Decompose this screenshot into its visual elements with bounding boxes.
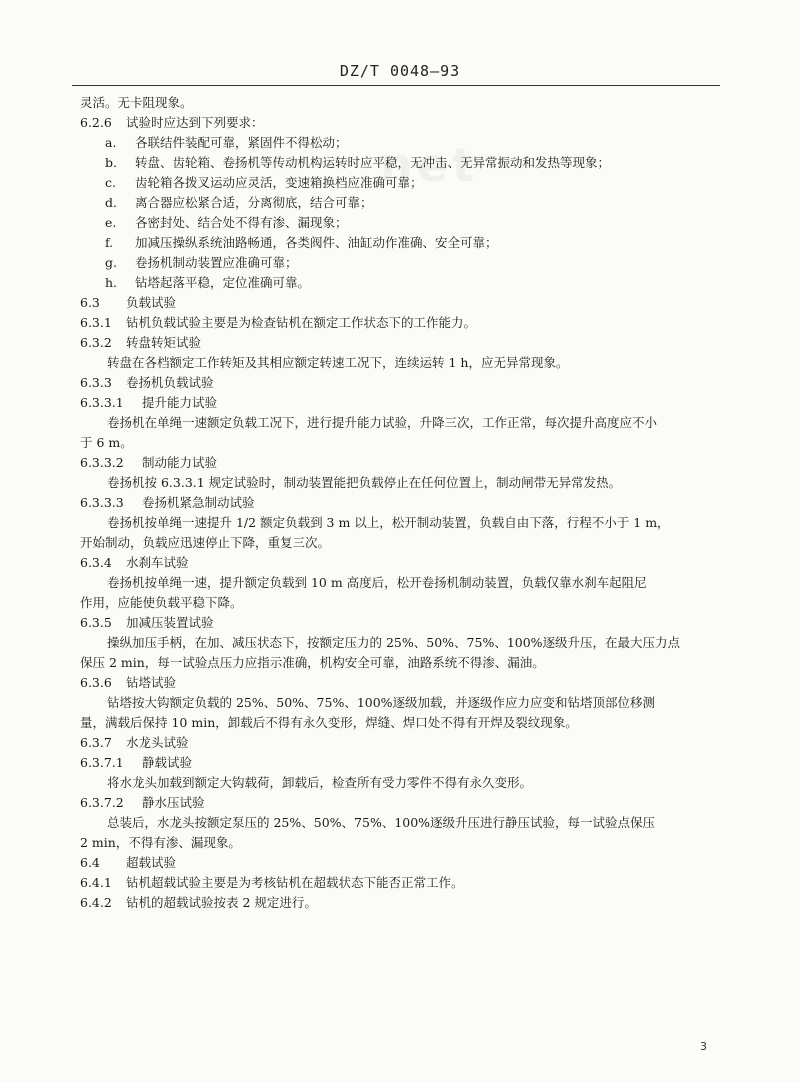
section-heading bbox=[80, 893, 720, 913]
section-heading bbox=[80, 493, 720, 513]
section-number: 6.3.3.2 bbox=[80, 455, 124, 470]
section-heading bbox=[80, 393, 720, 413]
list-item-letter: h. bbox=[105, 275, 118, 290]
paragraph-text: 作用，应能使负载平稳下降。 bbox=[80, 595, 243, 610]
section-title: 提升能力试验 bbox=[142, 395, 218, 410]
page-number: 3 bbox=[700, 1040, 707, 1053]
section-title: 负载试验 bbox=[126, 295, 177, 310]
paragraph-line bbox=[80, 573, 720, 593]
section-heading bbox=[80, 453, 720, 473]
section-number: 6.3.7.2 bbox=[80, 795, 124, 810]
section-title: 钻机超载试验主要是为考核钻机在超载状态下能否正常工作。 bbox=[126, 875, 464, 890]
list-item-letter: a. bbox=[105, 135, 117, 150]
section-heading bbox=[80, 293, 720, 313]
paragraph-text: 2 min，不得有渗、漏现象。 bbox=[80, 835, 241, 850]
section-heading bbox=[80, 733, 720, 753]
paragraph-line bbox=[80, 653, 720, 673]
section-number: 6.3.3.1 bbox=[80, 395, 124, 410]
section-heading bbox=[80, 873, 720, 893]
section-title: 钻机的超载试验按表 2 规定进行。 bbox=[126, 895, 317, 910]
paragraph-text: 卷扬机在单绳一速额定负载工况下，进行提升能力试验，升降三次，工作正常，每次提升高度应不小 bbox=[107, 415, 658, 430]
paragraph-line bbox=[80, 533, 720, 553]
section-title: 卷扬机负载试验 bbox=[126, 375, 214, 390]
paragraph-line bbox=[80, 633, 720, 653]
paragraph-text: 卷扬机按单绳一速提升 1/2 额定负载到 3 m 以上，松开制动装置，负载自由下落，行程不小于 1 m， bbox=[107, 515, 670, 530]
paragraph-text: 总装后，水龙头按额定泵压的 25%、50%、75%、100%逐级升压进行静压试验，每一试验点保压 bbox=[107, 815, 656, 830]
section-title: 水刹车试验 bbox=[126, 555, 189, 570]
paragraph-line bbox=[80, 413, 720, 433]
paragraph-line bbox=[80, 593, 720, 613]
section-title: 卷扬机紧急制动试验 bbox=[142, 495, 255, 510]
section-heading bbox=[80, 613, 720, 633]
list-item bbox=[80, 193, 720, 213]
section-heading bbox=[80, 793, 720, 813]
paragraph-line bbox=[80, 693, 720, 713]
list-item bbox=[80, 133, 720, 153]
section-title: 钻机负载试验主要是为检查钻机在额定工作状态下的工作能力。 bbox=[126, 315, 477, 330]
watermark-text: net bbox=[380, 138, 478, 192]
list-item-text: 钻塔起落平稳，定位准确可靠。 bbox=[135, 275, 311, 290]
section-heading bbox=[80, 753, 720, 773]
section-number: 6.3.5 bbox=[80, 615, 112, 630]
paragraph-line bbox=[80, 713, 720, 733]
section-number: 6.3.7.1 bbox=[80, 755, 124, 770]
section-number: 6.3.1 bbox=[80, 315, 112, 330]
list-item-text: 各密封处、结合处不得有渗、漏现象； bbox=[135, 215, 348, 230]
list-item-letter: b. bbox=[105, 155, 117, 170]
section-number: 6.3 bbox=[80, 295, 100, 310]
section-number: 6.4.2 bbox=[80, 895, 112, 910]
section-number: 6.2.6 bbox=[80, 115, 112, 130]
section-number: 6.3.3.3 bbox=[80, 495, 124, 510]
paragraph-line bbox=[80, 433, 720, 453]
section-title: 静水压试验 bbox=[142, 795, 205, 810]
paragraph-text: 灵活。无卡阻现象。 bbox=[80, 95, 193, 110]
paragraph-text: 保压 2 min，每一试验点压力应指示准确，机构安全可靠，油路系统不得渗、漏油。 bbox=[80, 655, 545, 670]
paragraph-text: 钻塔按大钩额定负载的 25%、50%、75%、100%逐级加载，并逐级作应力应变和钻塔顶部位移测 bbox=[107, 695, 656, 710]
paragraph-text: 卷扬机按单绳一速，提升额定负载到 10 m 高度后，松开卷扬机制动装置，负载仅靠水刹车起阻尼 bbox=[107, 575, 647, 590]
list-item-letter: g. bbox=[105, 255, 117, 270]
paragraph-line bbox=[80, 773, 720, 793]
list-item bbox=[80, 273, 720, 293]
section-title: 转盘转矩试验 bbox=[126, 335, 202, 350]
list-item-letter: f. bbox=[105, 235, 114, 250]
paragraph-text: 卷扬机按 6.3.3.1 规定试验时，制动装置能把负载停止在任何位置上，制动闸带无异常发热。 bbox=[107, 475, 622, 490]
paragraph-text: 转盘在各档额定工作转矩及其相应额定转速工况下，连续运转 1 h，应无异常现象。 bbox=[107, 355, 569, 370]
section-heading bbox=[80, 313, 720, 333]
section-number: 6.4.1 bbox=[80, 875, 112, 890]
section-heading bbox=[80, 333, 720, 353]
paragraph-line bbox=[80, 473, 720, 493]
section-heading bbox=[80, 553, 720, 573]
paragraph-line bbox=[80, 93, 720, 113]
list-item-text: 转盘、齿轮箱、卷扬机等传动机构运转时应平稳，无冲击、无异常振动和发热等现象； bbox=[135, 155, 611, 170]
document-code-header: DZ/T 0048—93 bbox=[339, 62, 461, 80]
header-rule bbox=[72, 85, 720, 86]
section-number: 6.3.7 bbox=[80, 735, 112, 750]
section-title: 超载试验 bbox=[126, 855, 177, 870]
section-heading bbox=[80, 373, 720, 393]
paragraph-line bbox=[80, 833, 720, 853]
section-number: 6.3.6 bbox=[80, 675, 112, 690]
list-item bbox=[80, 213, 720, 233]
list-item-text: 齿轮箱各拨叉运动应灵活，变速箱换档应准确可靠； bbox=[135, 175, 423, 190]
section-number: 6.3.4 bbox=[80, 555, 112, 570]
list-item-letter: d. bbox=[105, 195, 117, 210]
list-item bbox=[80, 153, 720, 173]
list-item-text: 加减压操纵系统油路畅通，各类阀件、油缸动作准确、安全可靠； bbox=[135, 235, 498, 250]
list-item-text: 各联结件装配可靠，紧固件不得松动； bbox=[135, 135, 348, 150]
list-item-letter: e. bbox=[105, 215, 117, 230]
section-number: 6.3.3 bbox=[80, 375, 112, 390]
section-heading bbox=[80, 853, 720, 873]
paragraph-text: 于 6 m。 bbox=[80, 435, 133, 450]
section-number: 6.4 bbox=[80, 855, 100, 870]
paragraph-text: 将水龙头加载到额定大钩载荷，卸载后，检查所有受力零件不得有永久变形。 bbox=[107, 775, 533, 790]
section-heading bbox=[80, 113, 720, 133]
section-number: 6.3.2 bbox=[80, 335, 112, 350]
paragraph-text: 操纵加压手柄，在加、减压状态下，按额定压力的 25%、50%、75%、100%逐级升压，在最大压力点 bbox=[107, 635, 681, 650]
section-title: 制动能力试验 bbox=[142, 455, 218, 470]
list-item bbox=[80, 173, 720, 193]
list-item bbox=[80, 233, 720, 253]
paragraph-text: 开始制动，负载应迅速停止下降，重复三次。 bbox=[80, 535, 331, 550]
section-title: 静载试验 bbox=[142, 755, 193, 770]
list-item bbox=[80, 253, 720, 273]
section-title: 钻塔试验 bbox=[126, 675, 177, 690]
list-item-letter: c. bbox=[105, 175, 116, 190]
paragraph-text: 量，满载后保持 10 min，卸载后不得有永久变形，焊缝、焊口处不得有开焊及裂纹现象。 bbox=[80, 715, 578, 730]
list-item-text: 离合器应松紧合适，分离彻底，结合可靠； bbox=[135, 195, 373, 210]
paragraph-line bbox=[80, 353, 720, 373]
paragraph-line bbox=[80, 513, 720, 533]
list-item-text: 卷扬机制动装置应准确可靠； bbox=[135, 255, 298, 270]
section-title: 加减压装置试验 bbox=[126, 615, 214, 630]
section-title: 水龙头试验 bbox=[126, 735, 189, 750]
document-body bbox=[80, 93, 720, 913]
paragraph-line bbox=[80, 813, 720, 833]
section-heading bbox=[80, 673, 720, 693]
section-title: 试验时应达到下列要求： bbox=[126, 115, 264, 130]
